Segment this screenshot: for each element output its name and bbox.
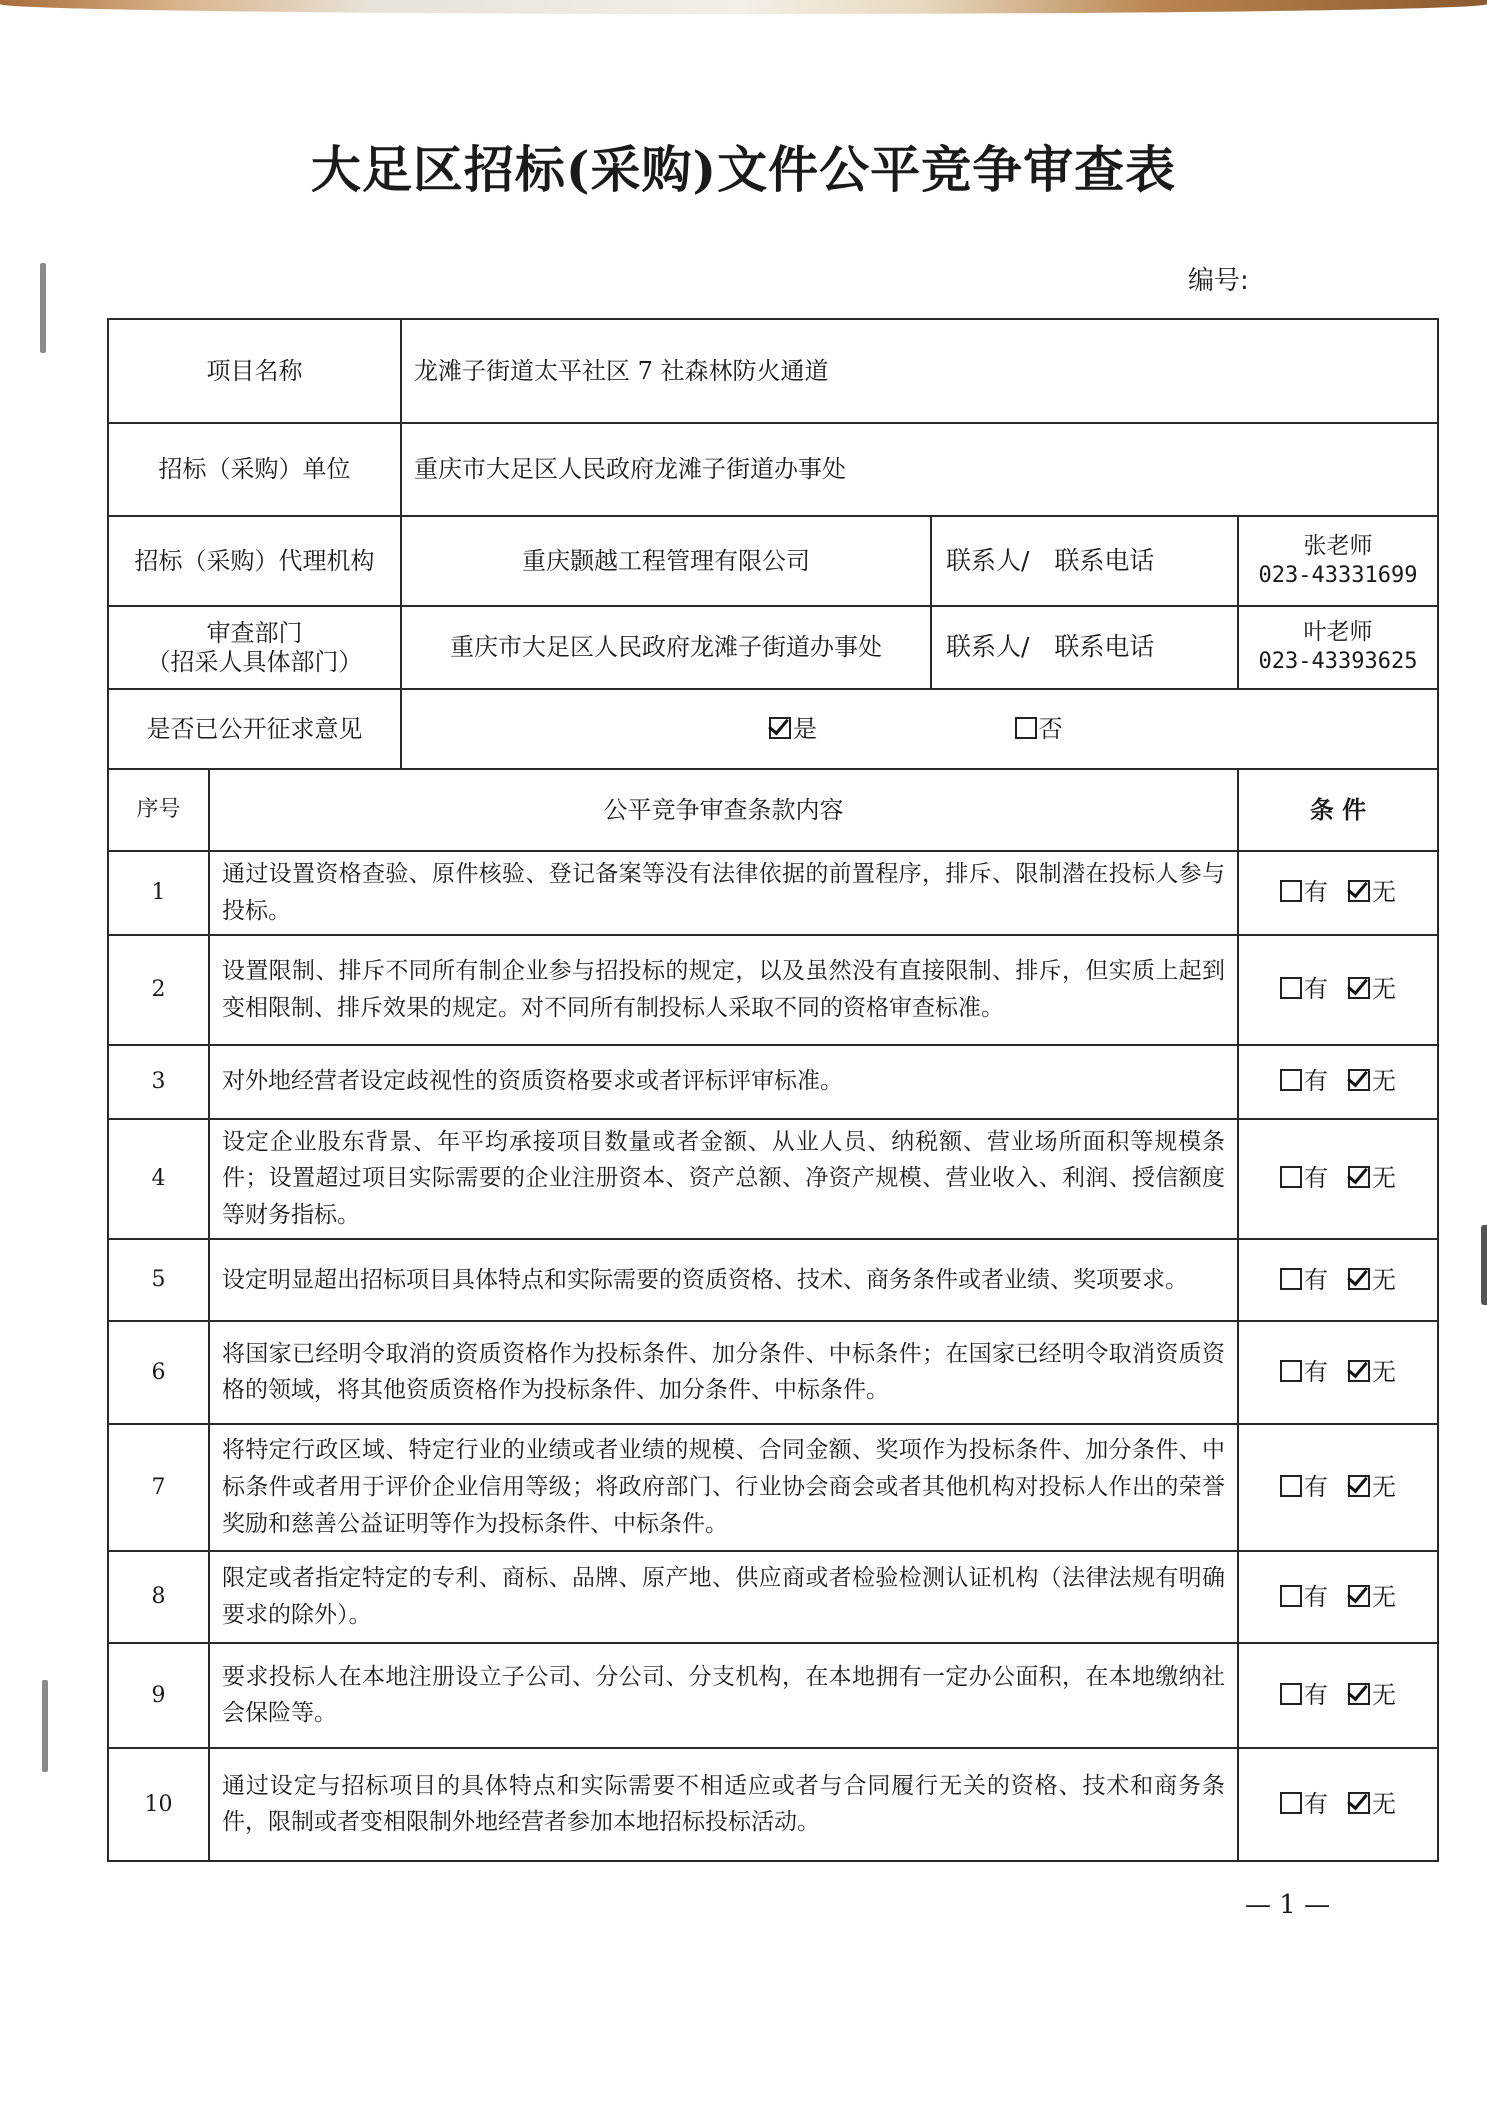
review-contact — [1238, 606, 1438, 689]
condition-none-label: 无 — [1372, 1582, 1396, 1611]
condition-none-label: 无 — [1372, 1067, 1396, 1096]
condition-none-label: 无 — [1372, 1265, 1396, 1294]
row-content: 要求投标人在本地注册设立子公司、分公司、分支机构，在本地拥有一定办公面积，在本地缴纳社会保险等。 — [209, 1643, 1238, 1748]
condition-have-option[interactable] — [1280, 1263, 1328, 1298]
agency-row — [108, 516, 1438, 606]
checked-checkbox-icon[interactable] — [1348, 1683, 1370, 1705]
empty-checkbox-icon[interactable] — [1280, 1268, 1302, 1290]
condition-have-option[interactable] — [1280, 875, 1328, 910]
row-seq: 1 — [108, 851, 209, 935]
header-content: 公平竞争审查条款内容 — [209, 769, 1238, 851]
table-row — [108, 1239, 1438, 1321]
table-row — [108, 1321, 1438, 1424]
condition-none-label: 无 — [1372, 878, 1396, 907]
project-info-table — [107, 318, 1439, 770]
row-content: 将国家已经明令取消的资质资格作为投标条件、加分条件、中标条件；在国家已经明令取消资质资格的领域，将其他资质资格作为投标条件、加分条件、中标条件。 — [209, 1321, 1238, 1424]
row-seq: 7 — [108, 1424, 209, 1551]
empty-checkbox-icon[interactable] — [1280, 1166, 1302, 1188]
condition-have-option[interactable] — [1280, 1355, 1328, 1390]
review-contact-label: 联系人/ 联系电话 — [931, 606, 1238, 689]
checked-checkbox-icon[interactable] — [769, 717, 791, 739]
condition-have-option[interactable] — [1280, 1678, 1328, 1713]
public-consult-yes-option[interactable] — [769, 712, 817, 747]
condition-have-label: 有 — [1304, 1358, 1328, 1387]
review-dept-label-line1: 审查部门 — [206, 618, 303, 647]
row-content: 设定企业股东背景、年平均承接项目数量或者金额、从业人员、纳税额、营业场所面积等规模条件；设置超过项目实际需要的企业注册资本、资产总额、净资产规模、营业收入、利润、授信额度等财务指标。 — [209, 1119, 1238, 1239]
condition-none-option[interactable] — [1348, 1580, 1396, 1615]
row-content: 限定或者指定特定的专利、商标、品牌、原产地、供应商或者检验检测认证机构（法律法规有明确要求的除外）。 — [209, 1551, 1238, 1643]
condition-have-option[interactable] — [1280, 1787, 1328, 1822]
condition-have-label: 有 — [1304, 1790, 1328, 1819]
condition-none-option[interactable] — [1348, 1678, 1396, 1713]
row-seq: 2 — [108, 935, 209, 1045]
condition-none-option[interactable] — [1348, 1161, 1396, 1196]
empty-checkbox-icon[interactable] — [1280, 1585, 1302, 1607]
public-consult-no-option[interactable] — [1015, 712, 1063, 747]
condition-have-option[interactable] — [1280, 972, 1328, 1007]
row-content: 设定明显超出招标项目具体特点和实际需要的资质资格、技术、商务条件或者业绩、奖项要求。 — [209, 1239, 1238, 1321]
table-row — [108, 1748, 1438, 1861]
checked-checkbox-icon[interactable] — [1348, 977, 1370, 999]
condition-have-label: 有 — [1304, 1582, 1328, 1611]
checked-checkbox-icon[interactable] — [1348, 1166, 1370, 1188]
review-dept-label — [108, 606, 401, 689]
document-number-label: 编号: — [1188, 266, 1249, 296]
purchaser-label: 招标（采购）单位 — [108, 423, 401, 516]
empty-checkbox-icon[interactable] — [1280, 977, 1302, 999]
condition-have-option[interactable] — [1280, 1580, 1328, 1615]
public-consult-options — [401, 689, 1438, 769]
row-condition — [1238, 1045, 1438, 1119]
public-consult-label: 是否已公开征求意见 — [108, 689, 401, 769]
condition-have-label: 有 — [1304, 1265, 1328, 1294]
row-condition — [1238, 1748, 1438, 1861]
row-seq: 5 — [108, 1239, 209, 1321]
condition-have-label: 有 — [1304, 975, 1328, 1004]
condition-have-label: 有 — [1304, 1164, 1328, 1193]
checked-checkbox-icon[interactable] — [1348, 1069, 1370, 1091]
review-clauses-table — [107, 768, 1439, 1862]
table-row — [108, 935, 1438, 1045]
row-condition — [1238, 851, 1438, 935]
checked-checkbox-icon[interactable] — [1348, 1792, 1370, 1814]
condition-none-label: 无 — [1372, 1473, 1396, 1502]
condition-none-label: 无 — [1372, 1681, 1396, 1710]
row-seq: 8 — [108, 1551, 209, 1643]
condition-have-option[interactable] — [1280, 1064, 1328, 1099]
agency-value: 重庆颢越工程管理有限公司 — [401, 516, 931, 606]
condition-none-option[interactable] — [1348, 875, 1396, 910]
agency-contact-name: 张老师 — [1303, 532, 1373, 559]
condition-none-option[interactable] — [1348, 1470, 1396, 1505]
empty-checkbox-icon[interactable] — [1280, 1683, 1302, 1705]
empty-checkbox-icon[interactable] — [1280, 1069, 1302, 1091]
project-name-label: 项目名称 — [108, 319, 401, 423]
review-contact-phone: 023-43393625 — [1258, 649, 1418, 675]
checked-checkbox-icon[interactable] — [1348, 1268, 1370, 1290]
condition-none-option[interactable] — [1348, 1064, 1396, 1099]
document-title: 大足区招标(采购)文件公平竞争审查表 — [310, 140, 1177, 199]
checked-checkbox-icon[interactable] — [1348, 1475, 1370, 1497]
page-number: — 1 — — [1245, 1890, 1331, 1920]
clause-rows — [108, 851, 1438, 1861]
row-content: 将特定行政区域、特定行业的业绩或者业绩的规模、合同金额、奖项作为投标条件、加分条件、中标条件或者用于评价企业信用等级；将政府部门、行业协会商会或者其他机构对投标人作出的荣誉奖励和慈善公益证明等作为投标条件、中标条件。 — [209, 1424, 1238, 1551]
row-condition — [1238, 1119, 1438, 1239]
agency-label: 招标（采购）代理机构 — [108, 516, 401, 606]
empty-checkbox-icon[interactable] — [1280, 1475, 1302, 1497]
header-condition: 条 件 — [1238, 769, 1438, 851]
checked-checkbox-icon[interactable] — [1348, 1360, 1370, 1382]
row-content: 对外地经营者设定歧视性的资质资格要求或者评标评审标准。 — [209, 1045, 1238, 1119]
review-contact-name: 叶老师 — [1303, 619, 1373, 646]
condition-none-label: 无 — [1372, 1790, 1396, 1819]
row-condition — [1238, 1551, 1438, 1643]
agency-contact-phone: 023-43331699 — [1258, 562, 1418, 588]
condition-none-option[interactable] — [1348, 1263, 1396, 1298]
condition-have-label: 有 — [1304, 1067, 1328, 1096]
table-row — [108, 1119, 1438, 1239]
condition-none-label: 无 — [1372, 975, 1396, 1004]
row-seq: 4 — [108, 1119, 209, 1239]
row-content: 通过设置资格查验、原件核验、登记备案等没有法律依据的前置程序，排斥、限制潜在投标人参与投标。 — [209, 851, 1238, 935]
empty-checkbox-icon[interactable] — [1015, 717, 1037, 739]
table-row — [108, 851, 1438, 935]
table-header-row — [108, 769, 1438, 851]
empty-checkbox-icon[interactable] — [1280, 880, 1302, 902]
row-condition — [1238, 1239, 1438, 1321]
purchaser-row — [108, 423, 1438, 516]
agency-contact-label: 联系人/ 联系电话 — [931, 516, 1238, 606]
table-row — [108, 1424, 1438, 1551]
row-condition — [1238, 1424, 1438, 1551]
condition-have-option[interactable] — [1280, 1161, 1328, 1196]
row-content: 通过设定与招标项目的具体特点和实际需要不相适应或者与合同履行无关的资格、技术和商务条件，限制或者变相限制外地经营者参加本地招标投标活动。 — [209, 1748, 1238, 1861]
scan-edge — [0, 0, 1487, 14]
condition-have-label: 有 — [1304, 878, 1328, 907]
checked-checkbox-icon[interactable] — [1348, 1585, 1370, 1607]
review-dept-value: 重庆市大足区人民政府龙滩子街道办事处 — [401, 606, 931, 689]
condition-none-option[interactable] — [1348, 1355, 1396, 1390]
condition-none-label: 无 — [1372, 1164, 1396, 1193]
empty-checkbox-icon[interactable] — [1280, 1792, 1302, 1814]
purchaser-value: 重庆市大足区人民政府龙滩子街道办事处 — [401, 423, 1438, 516]
row-content: 设置限制、排斥不同所有制企业参与招投标的规定，以及虽然没有直接限制、排斥，但实质上起到变相限制、排斥效果的规定。对不同所有制投标人采取不同的资格审查标准。 — [209, 935, 1238, 1045]
condition-none-label: 无 — [1372, 1358, 1396, 1387]
checked-checkbox-icon[interactable] — [1348, 880, 1370, 902]
binder-hole-mark — [40, 263, 46, 353]
row-seq: 10 — [108, 1748, 209, 1861]
agency-contact — [1238, 516, 1438, 606]
condition-have-label: 有 — [1304, 1681, 1328, 1710]
table-row — [108, 1643, 1438, 1748]
project-name-value: 龙滩子街道太平社区 7 社森林防火通道 — [401, 319, 1438, 423]
binder-hole-mark — [42, 1680, 48, 1772]
row-condition — [1238, 1643, 1438, 1748]
table-row — [108, 1551, 1438, 1643]
condition-none-option[interactable] — [1348, 1787, 1396, 1822]
header-seq: 序号 — [108, 769, 209, 851]
public-consult-no-label: 否 — [1038, 714, 1063, 743]
condition-none-option[interactable] — [1348, 972, 1396, 1007]
public-consult-yes-label: 是 — [793, 714, 817, 743]
row-condition — [1238, 1321, 1438, 1424]
condition-have-option[interactable] — [1280, 1470, 1328, 1505]
row-condition — [1238, 935, 1438, 1045]
review-dept-label-line2: （招采人具体部门） — [146, 647, 363, 676]
row-seq: 6 — [108, 1321, 209, 1424]
row-seq: 9 — [108, 1643, 209, 1748]
project-name-row — [108, 319, 1438, 423]
public-consult-row — [108, 689, 1438, 769]
review-dept-row — [108, 606, 1438, 689]
table-row — [108, 1045, 1438, 1119]
row-seq: 3 — [108, 1045, 209, 1119]
empty-checkbox-icon[interactable] — [1280, 1360, 1302, 1382]
condition-have-label: 有 — [1304, 1473, 1328, 1502]
scan-edge-mark — [1481, 1225, 1487, 1305]
